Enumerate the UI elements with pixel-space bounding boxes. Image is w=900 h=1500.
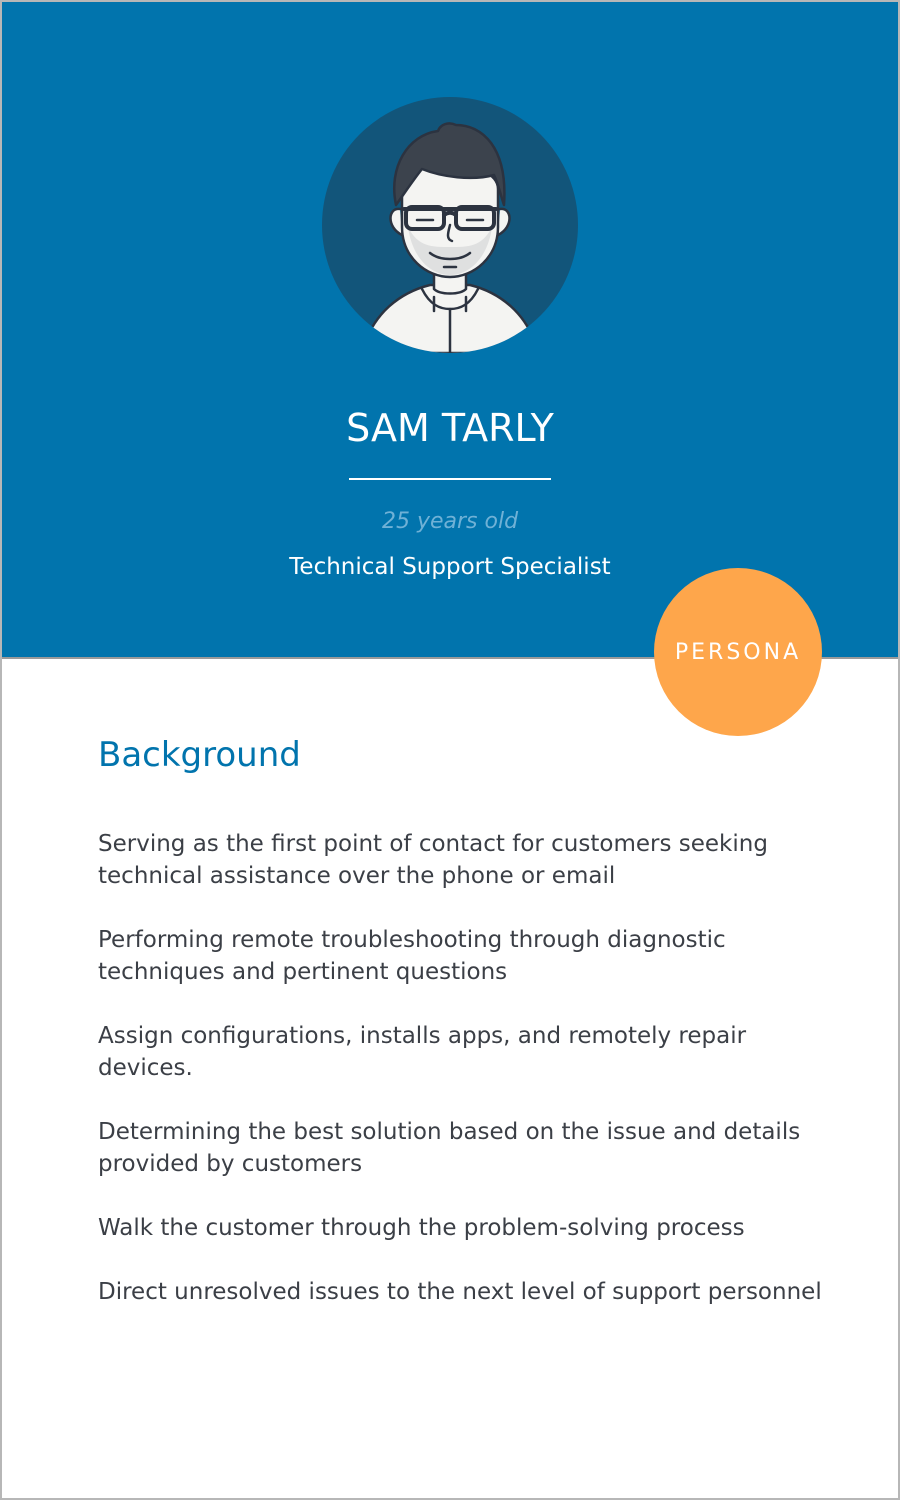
background-list [98,828,828,1340]
persona-badge-label: PERSONA [674,639,802,665]
list-item: Serving as the first point of contact for customers seeking technical assistance over the phone or email [98,831,768,889]
persona-job-title: Technical Support Specialist [289,554,611,580]
persona-age: 25 years old [381,509,519,534]
avatar [322,97,578,353]
persona-badge [654,568,822,736]
persona-name: SAM TARLY [346,406,554,450]
list-item: Walk the customer through the problem-solving process [98,1215,745,1241]
background-heading: Background [98,735,301,775]
list-item: Performing remote troubleshooting through diagnostic techniques and pertinent questions [98,927,726,985]
list-item: Direct unresolved issues to the next level of support personnel [98,1279,822,1305]
list-item: Assign configurations, installs apps, and remotely repair devices. [98,1023,747,1081]
list-item: Determining the best solution based on the issue and details provided by customers [98,1119,801,1177]
persona-header [2,2,898,659]
avatar-illustration-icon [322,97,578,353]
name-divider [349,478,551,480]
